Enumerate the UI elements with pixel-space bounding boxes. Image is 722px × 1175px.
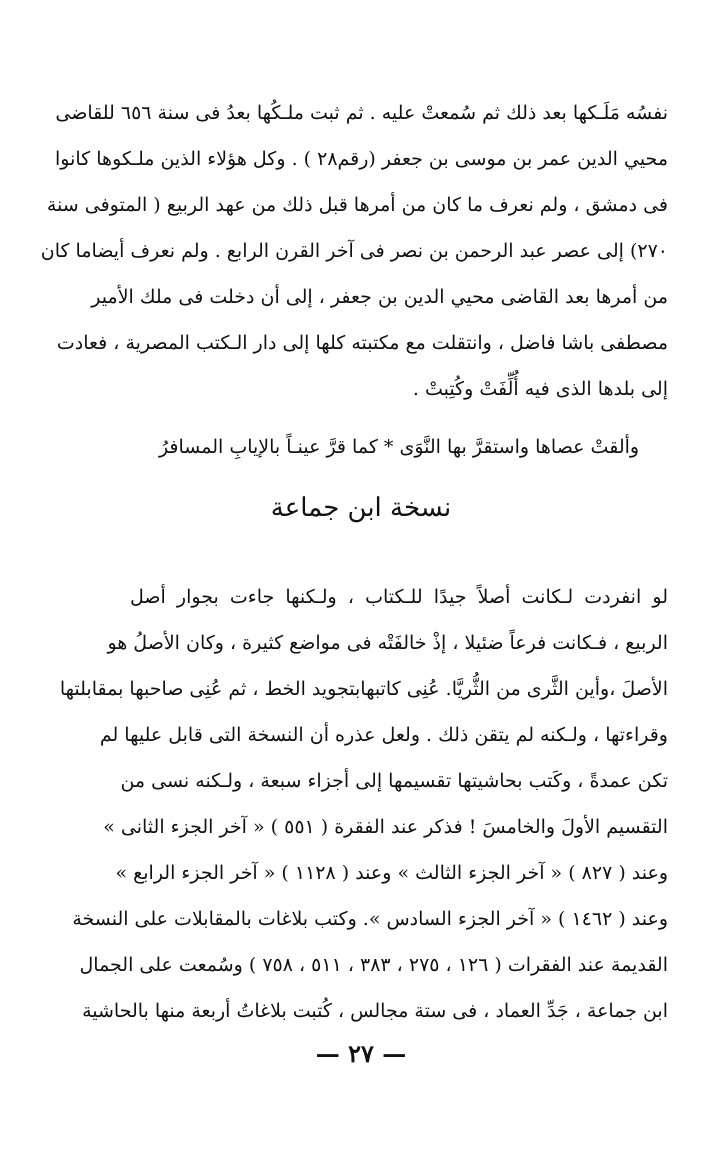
section-heading: نسخة ابن جماعة: [270, 493, 452, 523]
text-line: الربيع ، فـكانت فرعاً ضئيلا ، إذْ خالفَتْه فى مواضع كثيرة ، وكان الأصلُ هو: [107, 632, 668, 654]
text-line: ٢٧٠) إلى عصر عبد الرحمن بن نصر فى آخر القرن الرابع . ولم نعرف أيضاما كان: [40, 240, 668, 262]
text-line: وعند ( ٨٢٧ ) « آخر الجزء الثالث » وعند ( ١١٢٨ ) « آخر الجزء الرابع »: [115, 862, 668, 884]
text-line: القديمة عند الفقرات ( ١٢٦ ، ٢٧٥ ، ٣٨٣ ، ٥١١ ، ٧٥٨ ) وسُمعت على الجمال: [79, 954, 668, 976]
text-line: الأصلَ ،وأين الثَّرى من الثُّريَّا. عُنِى كاتبهابتجويد الخط ، ثم عُنِى صاحبها بمقابلتها: [59, 678, 668, 700]
text-line: التقسيم الأولَ والخامسَ ! فذكر عند الفقرة ( ٥٥١ ) « آخر الجزء الثانى »: [103, 816, 668, 838]
text-line: لو انفردت لـكانت أصلاً جيدًا للـكتاب ، ولـكنها جاءت بجوار أصل: [130, 586, 668, 608]
text-line: فى دمشق ، ولم نعرف ما كان من أمرها قبل ذلك من عهد الربيع ( المتوفى سنة: [46, 194, 668, 216]
text-line: تكن عمدةً ، وكَتب بحاشيتها تقسيمها إلى أجزاء سبعة ، ولـكنه نسى من: [120, 770, 668, 792]
text-line: محيي الدين عمر بن موسى بن جعفر (رقم٢٨ ) . وكل هؤلاء الذين ملـكوها كانوا: [55, 148, 668, 170]
text-line: وقراءتها ، ولـكنه لم يتقن ذلك . ولعل عذره أن النسخة التى قابل عليها لم: [99, 724, 668, 746]
poetry-verse: وألقتْ عصاها واستقرَّ بها النَّوَى * كما قرَّ عينـاً بالإيابِ المسافرُ: [158, 436, 640, 458]
text-line: نفسُه مَلَـكها بعد ذلك ثم سُمعتْ عليه . ثم ثبت ملـكُها بعدُ فى سنة ٦٥٦ للقاضى: [55, 102, 668, 124]
text-line: مصطفى باشا فاضل ، وانتقلت مع مكتبته كلها إلى دار الـكتب المصرية ، فعادت: [56, 332, 668, 354]
text-line: من أمرها بعد القاضى محيي الدين بن جعفر ، إلى أن دخلت فى ملك الأمير: [91, 286, 668, 308]
page-number: — ٢٧ —: [315, 1039, 407, 1068]
text-line: إلى بلدها الذى فيه أُلِّفَتْ وكُتِبتْ .: [412, 378, 668, 400]
text-line: ابن جماعة ، جَدِّ العماد ، فى ستة مجالس ، كُتبت بلاغاتُ أربعة منها بالحاشية: [82, 1000, 668, 1022]
text-line: وعند ( ١٤٦٢ ) « آخر الجزء السادس ». وكتب بلاغات بالمقابلات على النسخة: [72, 908, 668, 930]
